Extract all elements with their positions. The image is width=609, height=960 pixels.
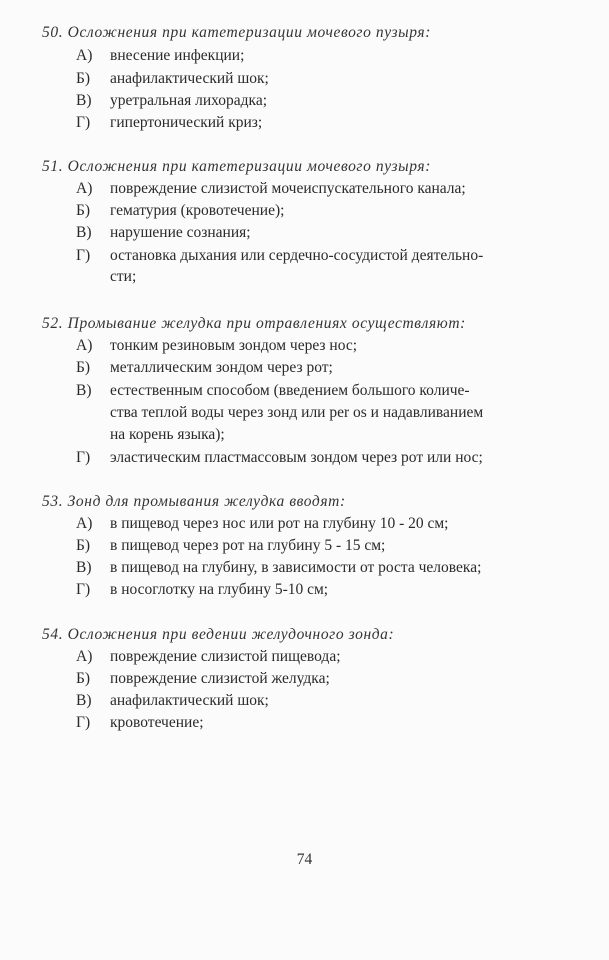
- answer-text-continuation: ства теплой воды через зонд или per os и надавливанием: [110, 404, 484, 421]
- answer-letter: В): [76, 692, 92, 709]
- answer-text: внесение инфекции;: [110, 47, 245, 64]
- answer-text: эластическим пластмассовым зондом через рот или нос;: [110, 449, 483, 466]
- answer-text: в пищевод через рот на глубину 5 - 15 см;: [110, 537, 386, 554]
- answer-text: остановка дыхания или сердечно-сосудистой деятельно-: [110, 247, 484, 264]
- answer-text-continuation: на корень языка);: [110, 426, 225, 443]
- answer-letter: В): [76, 382, 92, 399]
- question-title: 53. Зонд для промывания желудка вводят:: [42, 493, 346, 510]
- answer-text: в пищевод через нос или рот на глубину 10 - 20 см;: [110, 515, 449, 532]
- answer-text: тонким резиновым зондом через нос;: [110, 337, 358, 354]
- answer-text: повреждение слизистой мочеиспускательного канала;: [110, 180, 466, 197]
- answer-text-continuation: сти;: [110, 268, 137, 285]
- answer-letter: Г): [76, 247, 91, 264]
- answer-text: гематурия (кровотечение);: [110, 202, 285, 219]
- answer-text: анафилактический шок;: [110, 692, 269, 709]
- answer-text: нарушение сознания;: [110, 224, 251, 241]
- answer-letter: Б): [76, 202, 91, 219]
- answer-letter: В): [76, 92, 92, 109]
- answer-letter: Б): [76, 670, 91, 687]
- answer-text: металлическим зондом через рот;: [110, 359, 333, 376]
- question-title: 50. Осложнения при катетеризации мочевого пузыря:: [42, 24, 431, 41]
- answer-letter: А): [76, 180, 93, 197]
- answer-letter: Б): [76, 70, 91, 87]
- answer-text: уретральная лихорадка;: [110, 92, 268, 109]
- answer-letter: А): [76, 337, 93, 354]
- answer-letter: А): [76, 47, 93, 64]
- answer-letter: В): [76, 559, 92, 576]
- answer-letter: Г): [76, 114, 91, 131]
- answer-text: гипертонический криз;: [110, 114, 263, 131]
- answer-text: кровотечение;: [110, 714, 204, 731]
- answer-letter: Г): [76, 581, 91, 598]
- answer-letter: Г): [76, 449, 91, 466]
- answer-text: естественным способом (введением большого количе-: [110, 382, 470, 399]
- page-number: 74: [296, 851, 313, 868]
- answer-text: повреждение слизистой желудка;: [110, 670, 330, 687]
- answer-text: анафилактический шок;: [110, 70, 269, 87]
- answer-letter: В): [76, 224, 92, 241]
- question-title: 54. Осложнения при ведении желудочного зонда:: [42, 626, 395, 643]
- question-title: 51. Осложнения при катетеризации мочевого пузыря:: [42, 158, 431, 175]
- answer-letter: Б): [76, 359, 91, 376]
- answer-letter: А): [76, 648, 93, 665]
- answer-text: повреждение слизистой пищевода;: [110, 648, 341, 665]
- answer-letter: Б): [76, 537, 91, 554]
- answer-text: в пищевод на глубину, в зависимости от роста человека;: [110, 559, 482, 576]
- answer-text: в носоглотку на глубину 5-10 см;: [110, 581, 329, 598]
- answer-letter: Г): [76, 714, 91, 731]
- answer-letter: А): [76, 515, 93, 532]
- question-title: 52. Промывание желудка при отравлениях осуществляют:: [42, 315, 466, 332]
